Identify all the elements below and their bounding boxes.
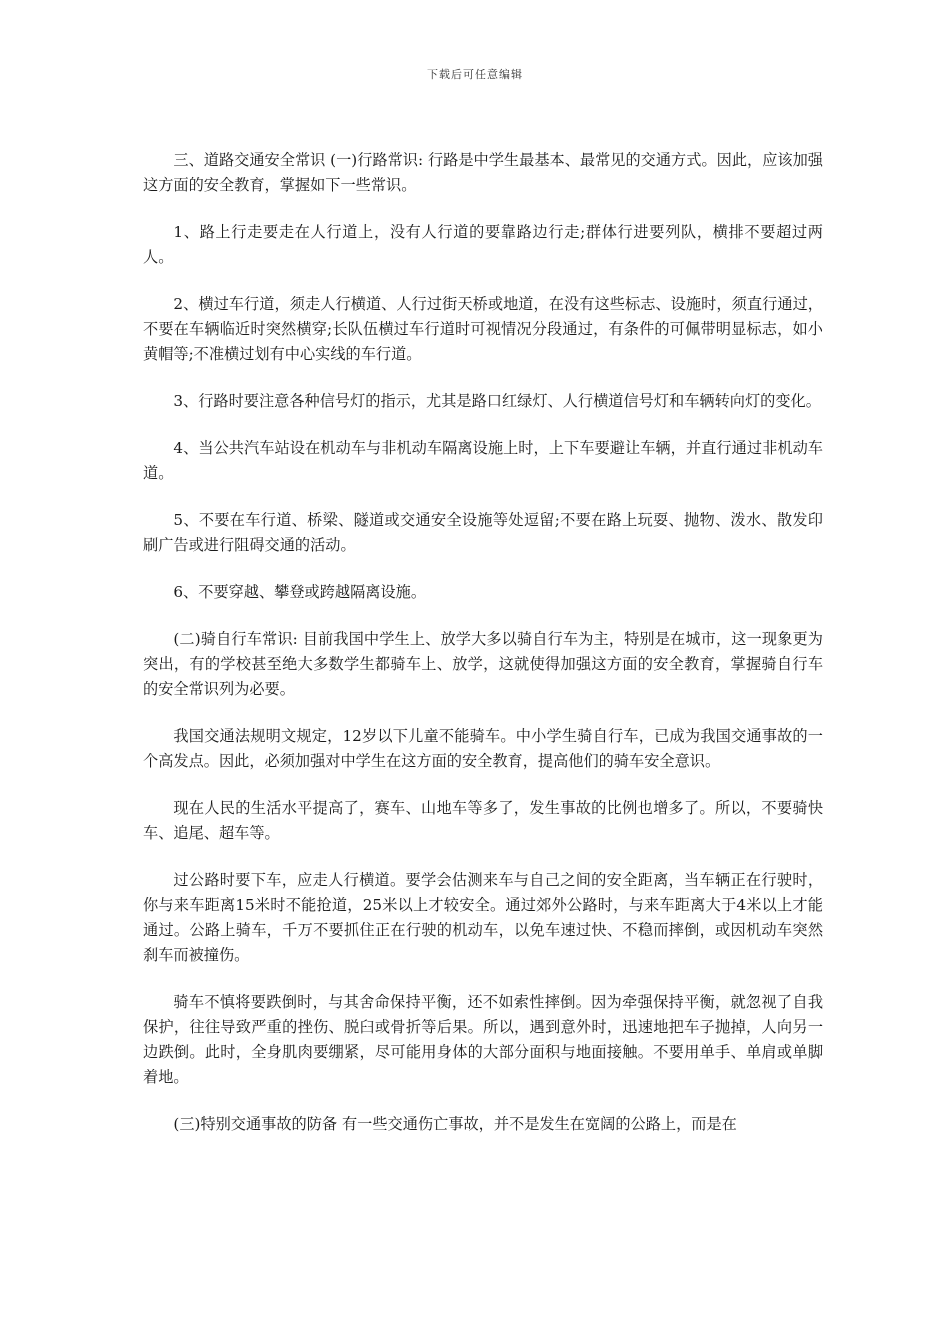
paragraph-rule-1: 1、路上行走要走在人行道上，没有人行道的要靠路边行走;群体行进要列队，横排不要超过两人。 — [143, 223, 823, 266]
paragraph-rule-4: 4、当公共汽车站设在机动车与非机动车隔离设施上时，上下车要避让车辆，并直行通过非机动车道。 — [143, 439, 823, 482]
document-body — [143, 148, 823, 1159]
paragraph-road-safety-intro: 三、道路交通安全常识 (一)行路常识: 行路是中学生最基本、最常见的交通方式。因此，应该加强这方面的安全教育，掌握如下一些常识。 — [143, 151, 823, 194]
page-header: 下载后可任意编辑 — [427, 68, 523, 81]
paragraph-cycling-falling: 骑车不慎将要跌倒时，与其舍命保持平衡，还不如索性摔倒。因为牵强保持平衡，就忽视了自我保护，往往导致严重的挫伤、脱臼或骨折等后果。所以，遇到意外时，迅速地把车子抛掉，人向另一边跌倒。此时，全身肌肉要绷紧，尽可能用身体的大部分面积与地面接触。不要用单手、单肩或单脚着地。 — [143, 993, 823, 1086]
paragraph-rule-6: 6、不要穿越、攀登或跨越隔离设施。 — [173, 583, 427, 601]
paragraph-rule-2: 2、横过车行道，须走人行横道、人行过街天桥或地道，在没有这些标志、设施时，须直行通过，不要在车辆临近时突然横穿;长队伍横过车行道时可视情况分段通过，有条件的可佩带明显标志，如小黄帽等;不准横过划有中心实线的车行道。 — [143, 295, 823, 363]
paragraph-cycling-intro: (二)骑自行车常识: 目前我国中学生上、放学大多以骑自行车为主，特别是在城市，这一现象更为突出，有的学校甚至绝大多数学生都骑车上、放学，这就使得加强这方面的安全教育，掌握骑自行车的安全常识列为必要。 — [143, 630, 823, 698]
paragraph-cycling-crossing: 过公路时要下车，应走人行横道。要学会估测来车与自己之间的安全距离，当车辆正在行驶时，你与来车距离15米时不能抢道，25米以上才较安全。通过郊外公路时，与来车距离大于4米以上才能通过。公路上骑车，千万不要抓住正在行驶的机动车，以免车速过快、不稳而摔倒，或因机动车突然刹车而被撞伤。 — [143, 871, 823, 964]
paragraph-rule-5: 5、不要在车行道、桥梁、隧道或交通安全设施等处逗留;不要在路上玩耍、抛物、泼水、散发印刷广告或进行阻碍交通的活动。 — [143, 511, 823, 554]
paragraph-special-accidents: (三)特别交通事故的防备 有一些交通伤亡事故，并不是发生在宽阔的公路上，而是在 — [173, 1115, 737, 1133]
paragraph-rule-3: 3、行路时要注意各种信号灯的指示，尤其是路口红绿灯、人行横道信号灯和车辆转向灯的变化。 — [173, 392, 821, 410]
paragraph-cycling-law: 我国交通法规明文规定，12岁以下儿童不能骑车。中小学生骑自行车，已成为我国交通事故的一个高发点。因此，必须加强对中学生在这方面的安全教育，提高他们的骑车安全意识。 — [143, 727, 823, 770]
paragraph-cycling-speed: 现在人民的生活水平提高了，赛车、山地车等多了，发生事故的比例也增多了。所以，不要骑快车、追尾、超车等。 — [143, 799, 823, 842]
